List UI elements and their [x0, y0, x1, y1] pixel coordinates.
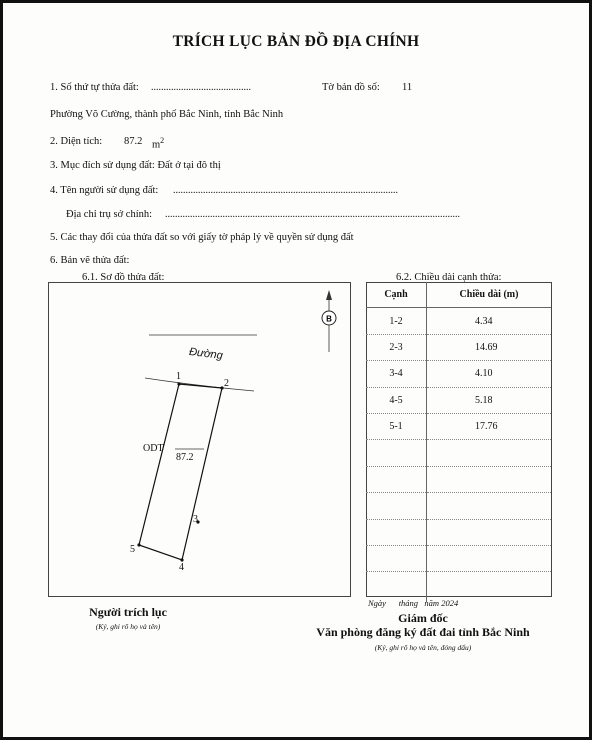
area-value: 87.2	[124, 136, 143, 147]
document-page	[3, 3, 589, 737]
table-row	[366, 334, 551, 360]
parcel-boundary	[139, 384, 222, 560]
vertex-label-2: 2	[224, 378, 229, 389]
table-header-row	[366, 282, 551, 308]
vertex-label-5: 5	[130, 544, 135, 555]
length-cell: 4.10	[427, 361, 552, 387]
area-unit	[152, 136, 164, 151]
extractor-title: Người trích lục	[89, 605, 167, 619]
owner-label: 4. Tên người sử dụng đất:	[50, 185, 159, 196]
table-row-empty	[366, 440, 551, 466]
parcel-number-dots: ........................................	[151, 82, 251, 93]
address-line: Phường Võ Cường, thành phố Bắc Ninh, tỉnh Bắc Ninh	[50, 109, 284, 120]
residence-dots: ......................................................................................................................	[165, 209, 460, 220]
lengths-table	[366, 282, 551, 602]
header-length: Chiều dài (m)	[427, 282, 552, 308]
road-label: Đường	[188, 345, 224, 363]
changes-line: 5. Các thay đổi của thửa đất so với giấy tờ pháp lý về quyền sử dụng đất	[50, 232, 354, 243]
lengths-title: 6.2. Chiều dài cạnh thửa:	[396, 272, 502, 283]
table-row	[366, 308, 551, 334]
vertex-label-4: 4	[179, 562, 184, 573]
road-edge-curve	[145, 378, 254, 391]
vertex-label-1: 1	[176, 371, 181, 382]
map-sheet-label: Tờ bản đồ số:	[322, 82, 380, 93]
office-name: Văn phòng đăng ký đất đai tỉnh Bắc Ninh	[316, 625, 530, 639]
vertex-5	[137, 543, 140, 546]
purpose-line: 3. Mục đích sử dụng đất: Đất ở tại đô thị	[50, 160, 221, 171]
owner-dots: ..........................................................................................	[173, 185, 398, 196]
edge-cell: 2-3	[366, 334, 427, 360]
header-edge: Cạnh	[366, 282, 427, 308]
table-row	[366, 361, 551, 387]
director-note: (Ký, ghi rõ họ và tên, đóng dấu)	[374, 643, 472, 652]
table-row	[366, 387, 551, 413]
land-code: ODT	[143, 443, 164, 454]
vertex-1	[177, 382, 180, 385]
length-cell: 4.34	[427, 308, 552, 334]
document-title: TRÍCH LỤC BẢN ĐỒ ĐỊA CHÍNH	[172, 33, 420, 50]
area-unit-sup: 2	[160, 136, 165, 145]
length-cell: 14.69	[427, 334, 552, 360]
parcel-sketch	[48, 282, 351, 597]
area-label: 2. Diện tích:	[50, 136, 103, 147]
table-row-empty	[366, 545, 551, 571]
residence-label: Địa chỉ trụ sở chính:	[66, 209, 153, 220]
north-arrow-head	[326, 290, 332, 300]
drawing-line: 6. Bản vẽ thửa đất:	[50, 255, 130, 266]
parcel-number-label: 1. Số thứ tự thửa đất:	[50, 82, 139, 93]
map-sheet-value: 11	[402, 82, 413, 93]
table-row-empty	[366, 466, 551, 492]
vertex-label-3: 3	[193, 514, 198, 525]
edge-cell: 3-4	[366, 361, 427, 387]
sketch-area: 87.2	[176, 452, 194, 463]
table-row	[366, 413, 551, 439]
edge-cell: 5-1	[366, 413, 427, 439]
sketch-title: 6.1. Sơ đồ thửa đất:	[82, 272, 165, 283]
date-line: Ngày tháng năm 2024	[368, 598, 459, 608]
table-row-empty	[366, 493, 551, 519]
north-label: B	[326, 314, 332, 324]
edge-cell: 4-5	[366, 387, 427, 413]
edge-cell: 1-2	[366, 308, 427, 334]
table-row-empty	[366, 519, 551, 545]
area-unit-text: m	[152, 139, 161, 151]
director-title: Giám đốc	[398, 611, 448, 625]
length-cell: 17.76	[427, 413, 552, 439]
length-cell: 5.18	[427, 387, 552, 413]
extractor-note: (Ký, ghi rõ họ và tên)	[95, 622, 161, 631]
